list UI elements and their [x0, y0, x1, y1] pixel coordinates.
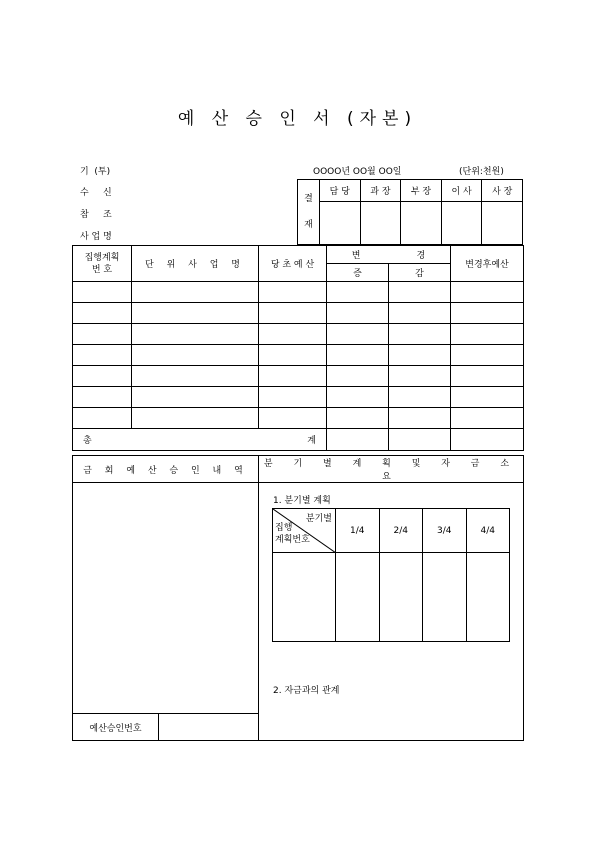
- approval-role-president: 사 장: [482, 180, 523, 202]
- field-label-recipient: 수 신: [80, 188, 112, 198]
- section-quarterly-plan: 1. 분기별 계획: [273, 496, 331, 506]
- col-header-decrease: 감: [389, 264, 451, 282]
- diag-top-label: 분기별: [305, 514, 332, 524]
- approval-role-section-chief: 과 장: [360, 180, 401, 202]
- diagonal-header-cell: [273, 509, 336, 553]
- approval-table: [297, 179, 523, 245]
- quarterly-plan-area: [259, 483, 524, 741]
- section-fund-relation: 2. 자금과의 관계: [273, 686, 340, 696]
- table-row: [73, 366, 524, 387]
- approval-sign-box[interactable]: [441, 202, 482, 245]
- total-row: [73, 429, 524, 451]
- col-header-change: 변 경: [327, 246, 451, 264]
- approval-number-field[interactable]: [159, 714, 259, 741]
- date-field: OOOO년 OO월 OO일: [313, 167, 402, 177]
- col-header-after-change: 변경후예산: [451, 246, 524, 282]
- table-row: [73, 282, 524, 303]
- approval-role-staff: 담 당: [320, 180, 361, 202]
- unit-label: (단위:천원): [459, 167, 504, 177]
- approval-details-header: 금 회 예 산 승 인 내 역: [73, 456, 259, 483]
- quarter-header-q1: 1/4: [336, 509, 380, 553]
- col-header-original-budget: 당 초 예 산: [259, 246, 327, 282]
- field-label-origin: 기 (투): [80, 167, 111, 177]
- col-header-increase: 증: [327, 264, 389, 282]
- quarter-header-q3: 3/4: [423, 509, 467, 553]
- approval-role-director: 이 사: [441, 180, 482, 202]
- lower-table: [72, 455, 524, 741]
- approval-number-label: 예산승인번호: [73, 714, 159, 741]
- table-row: [73, 408, 524, 429]
- total-label: 총 계: [73, 429, 327, 451]
- approval-side-label: 결 재: [298, 180, 320, 245]
- table-row: [73, 345, 524, 366]
- field-label-reference: 참 조: [80, 210, 112, 220]
- table-row: [73, 387, 524, 408]
- page-title: 예 산 승 인 서 (자본): [177, 109, 418, 129]
- quarter-header-q2: 2/4: [379, 509, 423, 553]
- col-header-unit-business: 단 위 사 업 명: [132, 246, 259, 282]
- approval-sign-box[interactable]: [320, 202, 361, 245]
- diag-bottom-label: 집행 계획번호: [275, 523, 310, 545]
- quarter-header-q4: 4/4: [466, 509, 510, 553]
- quarterly-plan-header: 분 기 별 계 획 및 자 금 소 요: [259, 456, 524, 483]
- table-row: [73, 324, 524, 345]
- approval-details-area[interactable]: [73, 483, 259, 714]
- approval-sign-box[interactable]: [360, 202, 401, 245]
- approval-sign-box[interactable]: [401, 202, 442, 245]
- field-label-project: 사 업 명: [80, 232, 112, 242]
- approval-sign-box[interactable]: [482, 202, 523, 245]
- quarter-table: [272, 508, 510, 642]
- budget-table: [72, 245, 524, 451]
- col-header-plan-no: 집행계획 번 호: [73, 246, 132, 282]
- approval-role-dept-head: 부 장: [401, 180, 442, 202]
- table-row: [73, 303, 524, 324]
